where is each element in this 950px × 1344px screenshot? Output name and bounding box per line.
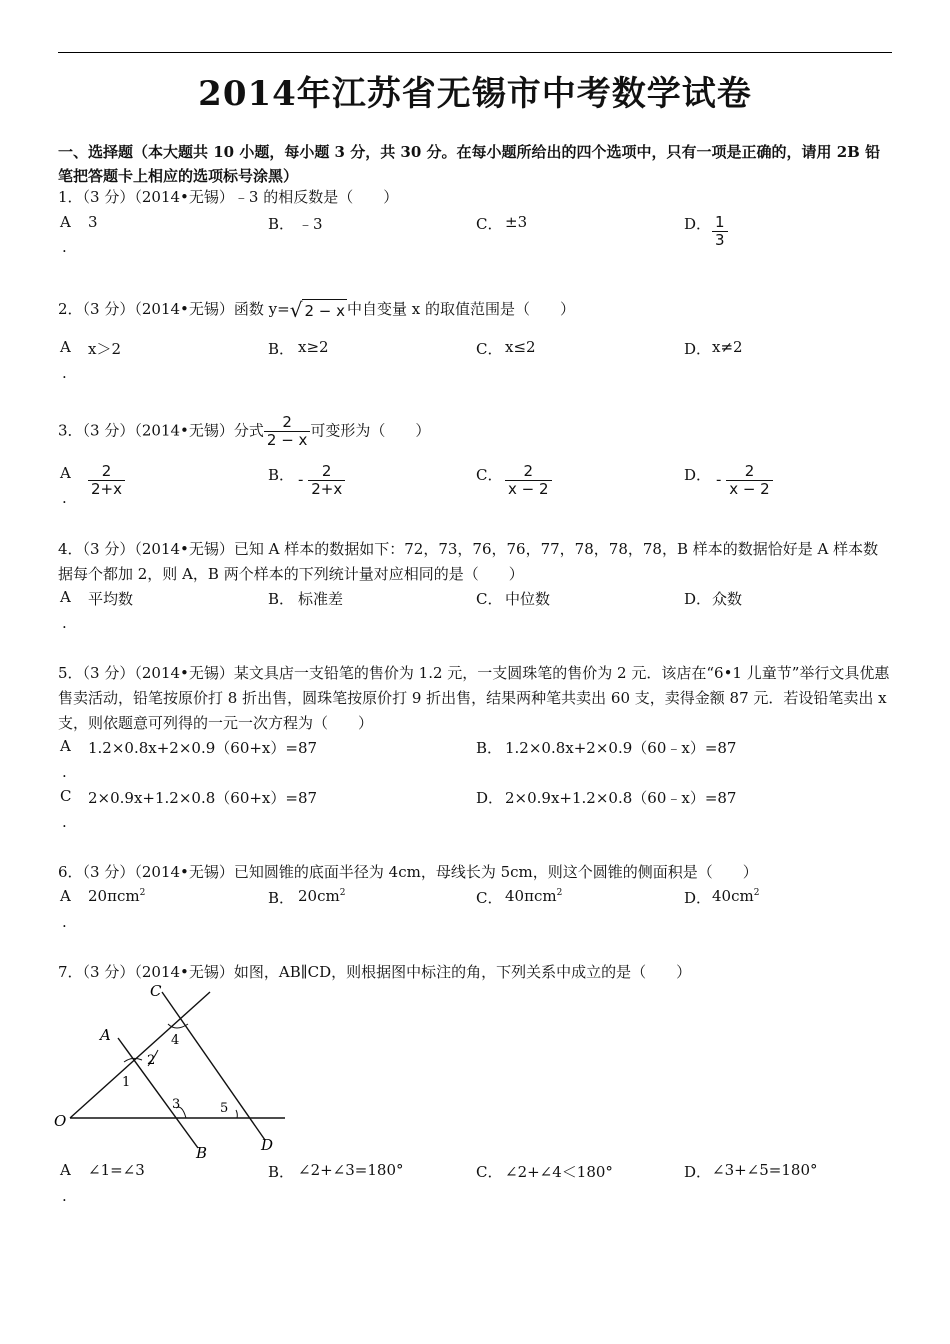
q5-option-a-dot: .: [62, 763, 67, 781]
q3-stem: 3．（3 分）（2014•无锡）分式 $\frac{2}{2 - x}$ 可变形为（ ）: [58, 413, 431, 449]
q4-option-c-letter: C．: [476, 590, 503, 608]
q2-option-a-letter: A: [60, 338, 71, 356]
q5-option-d-letter: D．: [476, 789, 504, 807]
q4-option-a-dot: .: [62, 614, 67, 632]
header-rule: [58, 52, 892, 53]
line-o-upper: [70, 992, 210, 1118]
label-a: A: [100, 1026, 111, 1044]
q5-option-b: 1.2×0.8x+2×0.9（60﹣x）=87: [505, 739, 737, 757]
q1-option-a-dot: .: [62, 238, 67, 256]
q7-option-d: ∠3+∠5=180°: [712, 1161, 818, 1179]
label-b: B: [196, 1144, 208, 1160]
q3-option-a: $\frac{2}{2+x}$: [88, 463, 125, 498]
q2-option-d: x≠2: [712, 338, 743, 356]
q3-option-d-letter: D．: [684, 466, 712, 484]
q1-option-c-letter: C．: [476, 215, 503, 233]
q2-option-a-dot: .: [62, 364, 67, 382]
q1-option-d: $\frac{1}{3}$: [712, 214, 728, 249]
page-title: 2014年江苏省无锡市中考数学试卷: [198, 74, 752, 114]
q6-option-a-letter: A: [60, 887, 71, 905]
q3-option-c: $\frac{2}{x - 2}$: [505, 463, 552, 498]
q5-option-c-letter: C: [60, 787, 72, 805]
q2-option-b-letter: B．: [268, 340, 295, 358]
line-ab: [118, 1038, 198, 1148]
q7-option-a-letter: A: [60, 1161, 71, 1179]
q2-option-b: x≥2: [298, 338, 329, 356]
q5-option-a-letter: A: [60, 737, 71, 755]
q2-option-c-letter: C．: [476, 340, 503, 358]
label-angle-5: 5: [220, 1101, 229, 1116]
q6-option-c-letter: C．: [476, 889, 503, 907]
q2-option-a: x＞2: [88, 340, 122, 358]
q4-option-a: 平均数: [88, 590, 134, 608]
q1-option-d-letter: D．: [684, 215, 712, 233]
q3-option-b-letter: B．: [268, 466, 295, 484]
q5-option-c-dot: .: [62, 813, 67, 831]
q5-option-d: 2×0.9x+1.2×0.8（60﹣x）=87: [505, 789, 737, 807]
label-angle-4: 4: [171, 1033, 180, 1048]
q6-option-d: $40cm^2$: [712, 887, 760, 905]
q7-option-b: ∠2+∠3=180°: [298, 1161, 404, 1179]
label-d: D: [261, 1136, 274, 1154]
q3-option-a-letter: A: [60, 464, 71, 482]
label-angle-2: 2: [147, 1053, 156, 1068]
q3-option-b: - $\frac{2}{2+x}$: [298, 463, 345, 498]
q4-option-d-letter: D．: [684, 590, 712, 608]
q3-option-d: - $\frac{2}{x - 2}$: [716, 463, 773, 498]
q2-option-d-letter: D．: [684, 340, 712, 358]
q3-option-a-dot: .: [62, 489, 67, 507]
q1-option-b: ﹣3: [298, 215, 323, 233]
q3-option-c-letter: C．: [476, 466, 503, 484]
q6-option-b-letter: B．: [268, 889, 295, 907]
q5-option-c: 2×0.9x+1.2×0.8（60+x）=87: [88, 789, 318, 807]
sqrt-expression: √ 2 − x: [289, 298, 345, 322]
q6-option-c: 40πcm$^2$: [505, 887, 563, 905]
angle-arc-5: [236, 1110, 237, 1118]
q6-option-b: $20cm^2$: [298, 887, 346, 905]
q1-option-c: ±3: [505, 213, 528, 231]
q1-stem: 1．（3 分）（2014•无锡）﹣3 的相反数是（ ）: [58, 188, 399, 206]
q1-option-b-letter: B．: [268, 215, 295, 233]
q5-option-b-letter: B．: [476, 739, 503, 757]
q2-option-c: x≤2: [505, 338, 536, 356]
q4-option-b: 标准差: [298, 590, 344, 608]
label-angle-1: 1: [122, 1075, 131, 1090]
q1-option-a: 3: [88, 213, 98, 231]
q7-option-d-letter: D．: [684, 1163, 712, 1181]
q7-option-c: ∠2+∠4＜180°: [505, 1163, 613, 1181]
q1-option-a-letter: A: [60, 213, 71, 231]
q6-option-a: 20πcm$^2$: [88, 887, 146, 905]
q4-option-c: 中位数: [505, 590, 551, 608]
q4-option-d: 众数: [712, 590, 743, 608]
q7-option-a-dot: .: [62, 1187, 67, 1205]
q5-stem: 5．（3 分）（2014•无锡）某文具店一支铅笔的售价为 1.2 元，一支圆珠笔的售价为 2 元．该店在“6•1 儿童节”举行文具优惠售卖活动，铅笔按原价打 8 折出售，圆珠笔按原价打 9 折出售，结果两种笔共卖出 60 支，卖得金额 87 元．若设铅笔卖出 x 支，则依题意可列得的一元一次方程为（ ）: [58, 664, 890, 732]
q2-stem: 2．（3 分）（2014•无锡）函数 y= √ 2 − x 中自变量 x 的取值范围是（ ）: [58, 298, 575, 322]
q4-stem: 4．（3 分）（2014•无锡）已知 A 样本的数据如下：72，73，76，76，77，78，78，78，B 样本的数据恰好是 A 样本数据每个都加 2，则 A，B 两个样本的下列统计量对应相同的是（ ）: [58, 540, 879, 583]
label-c: C: [150, 982, 162, 1000]
q6-option-d-letter: D．: [684, 889, 712, 907]
q7-stem: 7．（3 分）（2014•无锡）如图，AB∥CD，则根据图中标注的角，下列关系中成立的是（ ）: [58, 963, 692, 981]
q7-option-b-letter: B．: [268, 1163, 295, 1181]
q6-stem: 6．（3 分）（2014•无锡）已知圆锥的底面半径为 4cm，母线长为 5cm，则这个圆锥的侧面积是（ ）: [58, 863, 758, 881]
q4-option-a-letter: A: [60, 588, 71, 606]
q7-option-c-letter: C．: [476, 1163, 503, 1181]
q6-option-a-dot: .: [62, 913, 67, 931]
label-angle-3: 3: [172, 1097, 181, 1112]
q7-geometry-figure: [50, 980, 300, 1160]
q5-option-a: 1.2×0.8x+2×0.9（60+x）=87: [88, 739, 318, 757]
q4-option-b-letter: B．: [268, 590, 295, 608]
q7-option-a: ∠1=∠3: [88, 1161, 145, 1179]
section-heading: 一、选择题（本大题共 10 小题，每小题 3 分，共 30 分。在每小题所给出的四个选项中，只有一项是正确的，请用 2B 铅笔把答题卡上相应的选项标号涂黑）: [58, 143, 881, 185]
label-o: O: [54, 1112, 67, 1130]
